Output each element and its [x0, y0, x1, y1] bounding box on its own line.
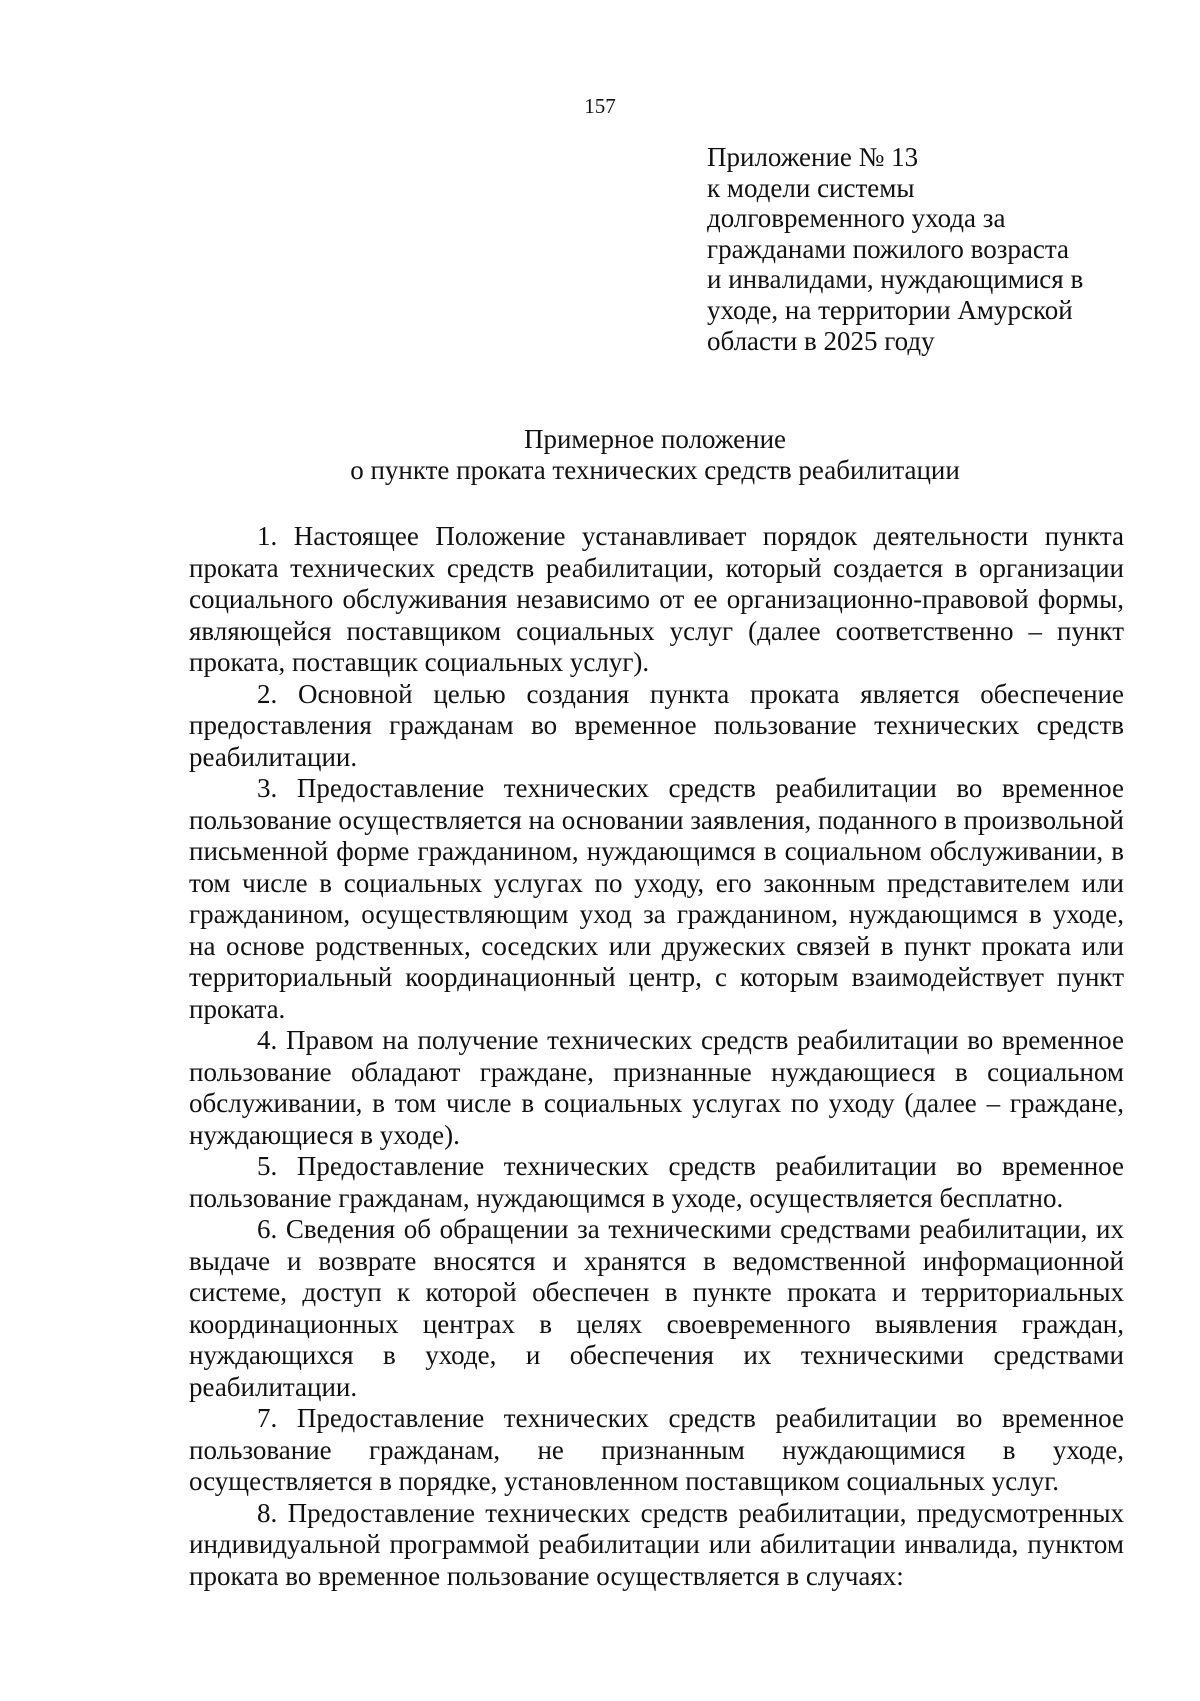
paragraph-2: 2. Основной целью создания пункта проката является обеспечение предоставления гражданам во временное пользование технических средств реабилитации. — [189, 678, 1124, 772]
title-line-2: о пункте проката технических средств реабилитации — [350, 455, 960, 485]
title-line-1: Примерное положение — [523, 424, 787, 454]
paragraph-8: 8. Предоставление технических средств реабилитации, предусмотренных индивидуальной программой реабилитации или абилитации инвалида, пунктом проката во временное пользование осуществляется в случаях: — [189, 1497, 1124, 1591]
appendix-line: области в 2025 году — [707, 325, 935, 356]
appendix-line: гражданами пожилого возраста — [707, 233, 1069, 264]
paragraph-7: 7. Предоставление технических средств реабилитации во временное пользование гражданам, не признанным нуждающимися в уходе, осуществляется в порядке, установленном поставщиком социальных услуг. — [189, 1403, 1124, 1496]
paragraph-6: 6. Сведения об обращении за техническими средствами реабилитации, их выдаче и возврате вносятся и хранятся в ведомственной информационной системе, доступ к которой обеспечен в пункте проката и территориальных координационных центрах в целях своевременного выявления граждан, нуждающихся в уходе, и обеспечения их техническими средствами реабилитации. — [189, 1214, 1124, 1402]
document-body — [189, 521, 1124, 1592]
document-title — [0, 424, 1200, 486]
paragraph-4: 4. Правом на получение технических средств реабилитации во временное пользование обладают граждане, признанные нуждающиеся в социальном обслуживании, в том числе в социальных услугах по уходу (далее – граждане, нуждающиеся в уходе). — [189, 1025, 1124, 1150]
paragraph-1: 1. Настоящее Положение устанавливает порядок деятельности пункта проката технических средств реабилитации, который создается в организации социального обслуживания независимо от ее организационно-правовой формы, являющейся поставщиком социальных услуг (далее соответственно – пункт проката, поставщик социальных услуг). — [189, 521, 1124, 677]
appendix-line: и инвалидами, нуждающимися в — [707, 264, 1084, 295]
appendix-line: к модели системы — [707, 172, 915, 203]
appendix-header — [707, 142, 1127, 356]
appendix-line: Приложение № 13 — [707, 142, 919, 172]
paragraph-3: 3. Предоставление технических средств реабилитации во временное пользование осуществляется на основании заявления, поданного в произвольной письменной форме гражданином, нуждающимся в социальном обслуживании, в том числе в социальных услугах по уходу, его законным представителем или гражданином, осуществляющим уход за гражданином, нуждающимся в уходе, на основе родственных, соседских или дружеских связей в пункт проката или территориальный координационный центр, с которым взаимодействует пункт проката. — [189, 773, 1124, 1024]
appendix-line: уходе, на территории Амурской — [707, 294, 1073, 325]
appendix-line: долговременного ухода за — [707, 203, 1006, 234]
page-number: 157 — [584, 94, 616, 118]
paragraph-5: 5. Предоставление технических средств реабилитации во временное пользование гражданам, нуждающимся в уходе, осуществляется бесплатно. — [189, 1151, 1124, 1213]
